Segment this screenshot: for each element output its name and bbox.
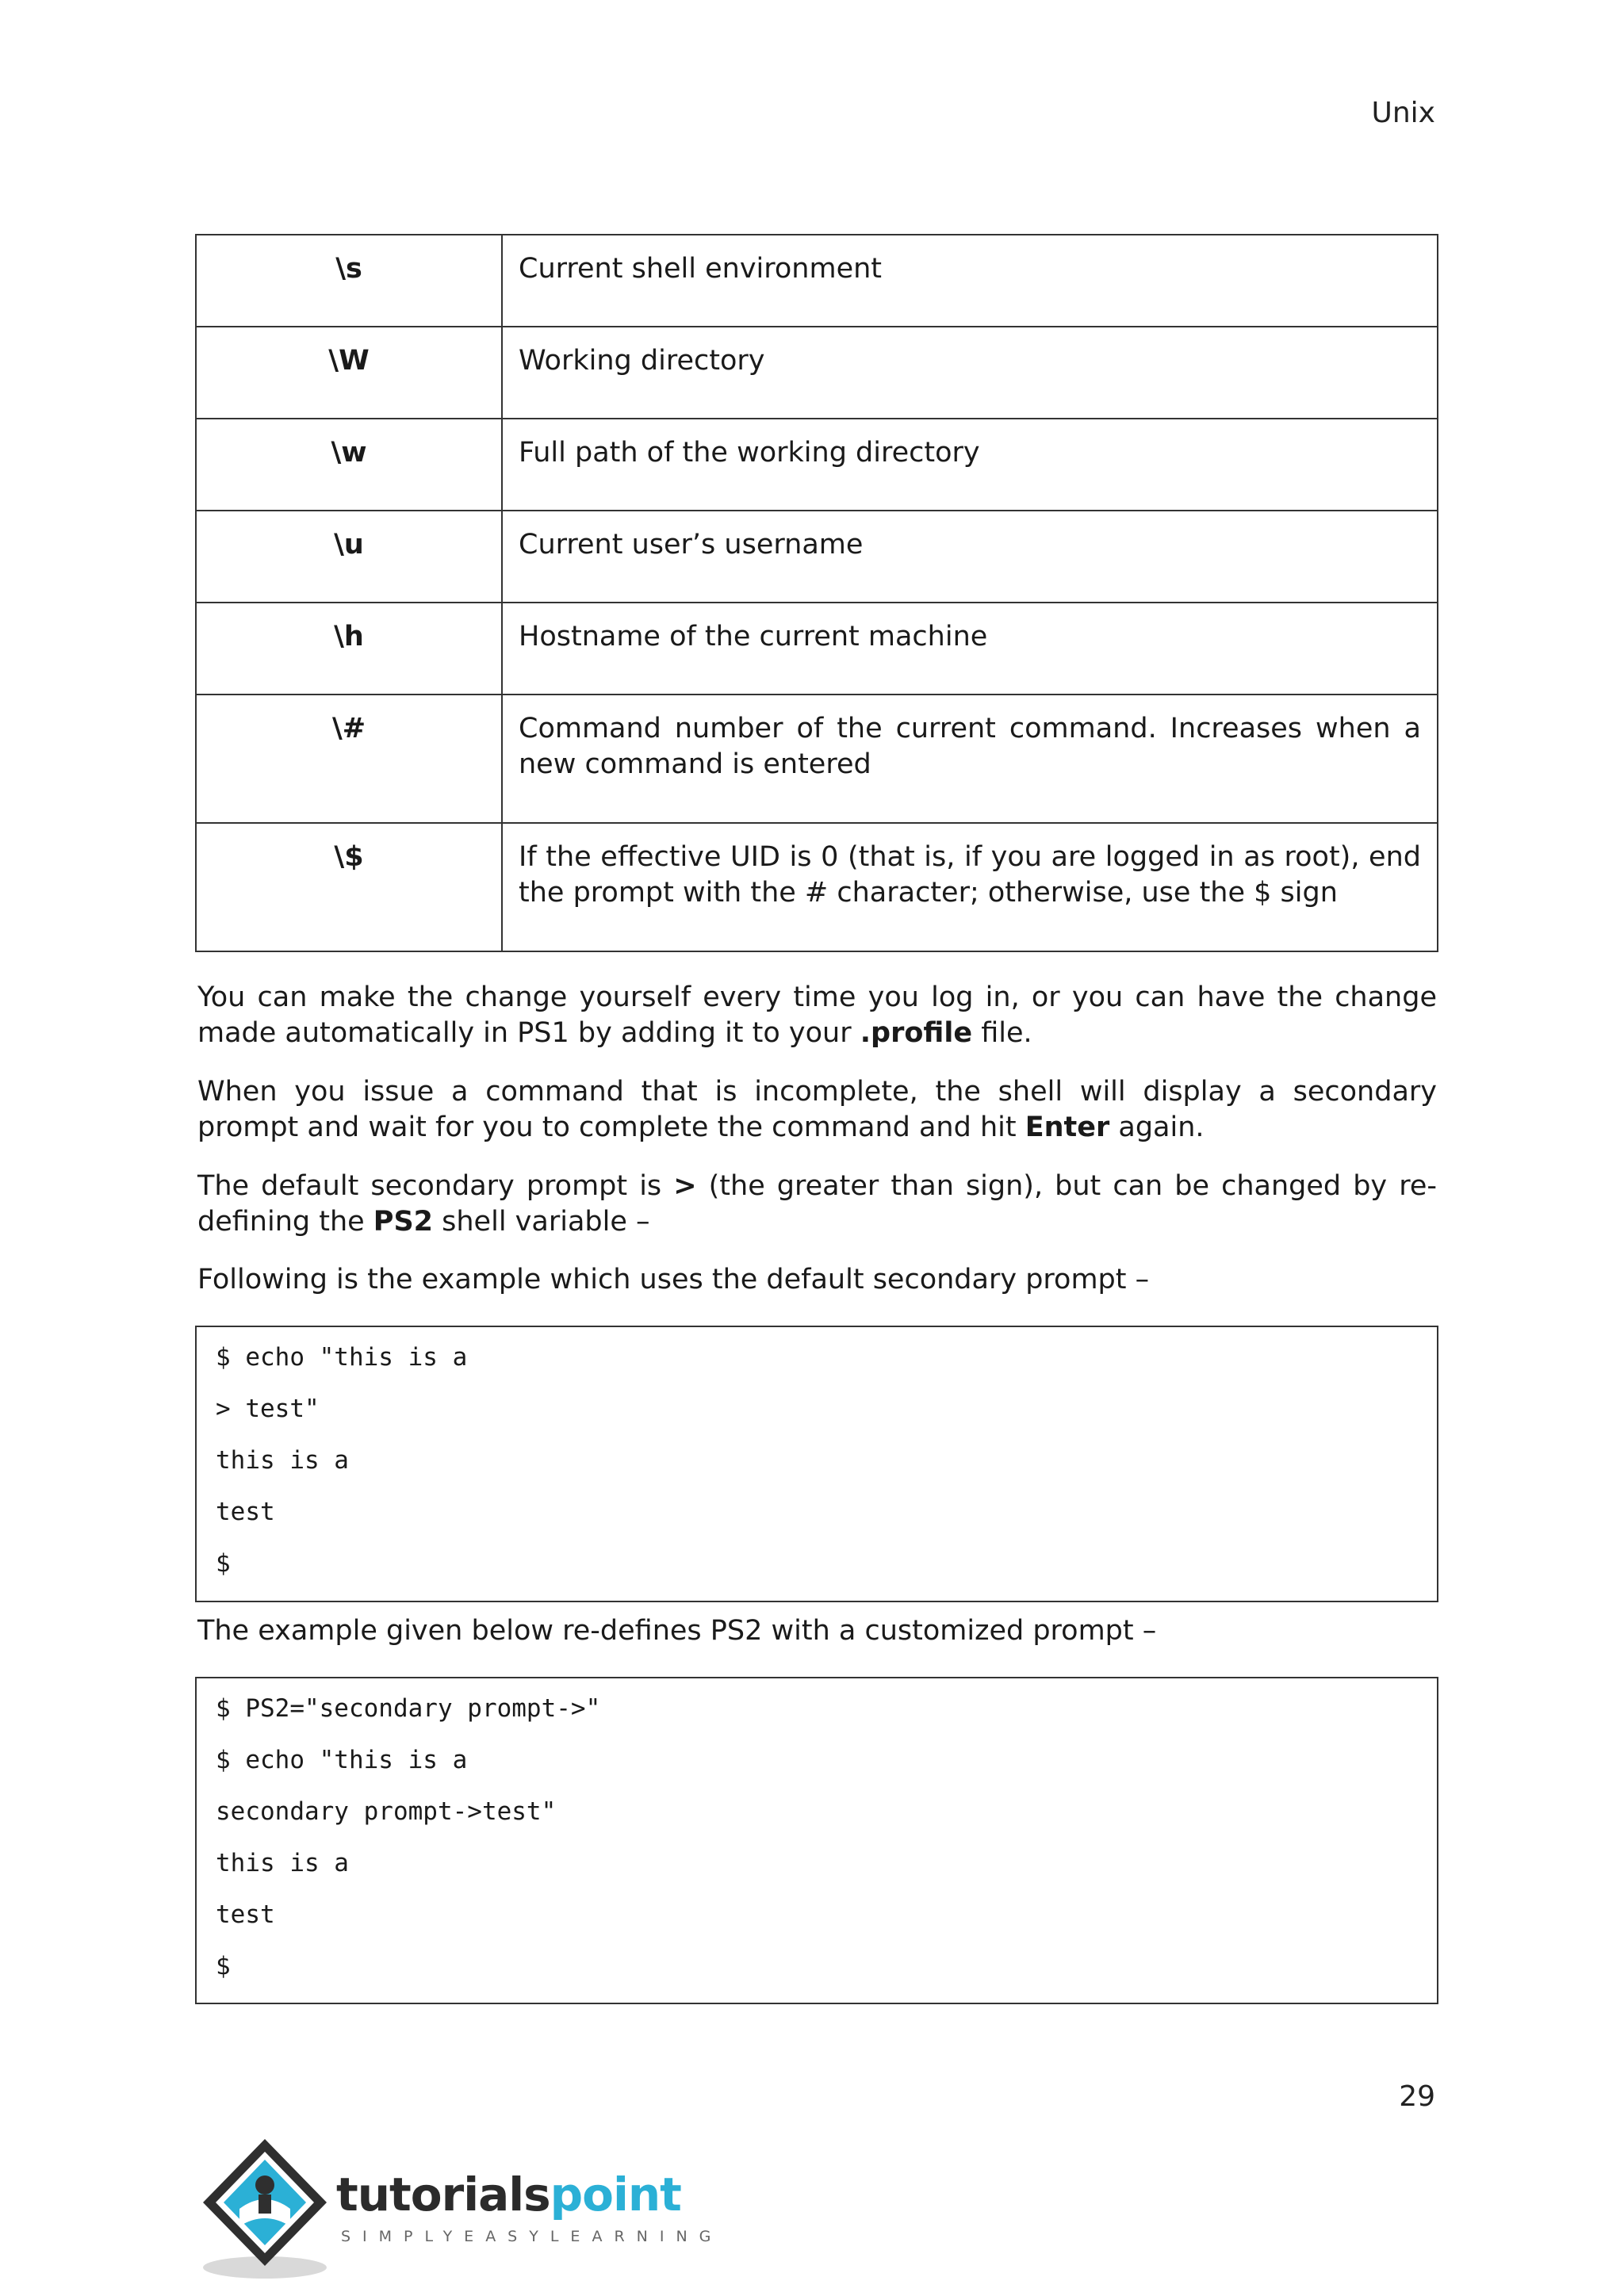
bold-term: .profile (860, 1017, 973, 1049)
text-run: The default secondary prompt is (197, 1170, 674, 1202)
escape-description: Hostname of the current machine (502, 603, 1438, 695)
escape-code: \$ (196, 823, 502, 951)
bold-term: PS2 (373, 1206, 434, 1238)
table-row (196, 511, 1438, 603)
text-run: again. (1109, 1112, 1205, 1143)
table-row (196, 327, 1438, 419)
escape-code: \W (196, 327, 502, 419)
table-row (196, 419, 1438, 511)
text-run: When you issue a command that is incomplete, the shell will display a secondary prompt and wait for you to complete the command and hit (197, 1076, 1437, 1143)
text-run: (the greater than sign), but can be changed by re-defining the (197, 1170, 1437, 1238)
code-line: test (216, 1498, 275, 1526)
escape-description: If the effective UID is 0 (that is, if you are logged in as root), end the prompt with the # character; otherwise, use the $ sign (502, 823, 1438, 951)
code-block-custom-prompt (195, 1677, 1438, 2004)
tutorialspoint-logo (193, 2133, 723, 2283)
paragraph-default-prompt (197, 1169, 1437, 1240)
escape-description: Working directory (502, 327, 1438, 419)
code-line: $ echo "this is a (216, 1746, 468, 1774)
table-row (196, 695, 1438, 823)
bold-term: Enter (1025, 1112, 1110, 1143)
paragraph-redefine-intro: The example given below re-defines PS2 with a customized prompt – (197, 1615, 1157, 1647)
code-line: secondary prompt->test" (216, 1797, 557, 1826)
paragraph-example-intro: Following is the example which uses the default secondary prompt – (197, 1264, 1150, 1295)
escape-code: \w (196, 419, 502, 511)
text-run: shell variable – (433, 1206, 650, 1238)
table-row (196, 603, 1438, 695)
table-row (196, 823, 1438, 951)
paragraph-profile (197, 980, 1437, 1051)
logo-word-accent: point (550, 2168, 681, 2221)
bold-term: > (673, 1170, 697, 1202)
logo-word-dark: tutorials (336, 2168, 550, 2221)
paragraph-secondary-prompt (197, 1074, 1437, 1146)
prompt-escape-table (195, 234, 1438, 952)
escape-description: Current user’s username (502, 511, 1438, 603)
escape-code: \u (196, 511, 502, 603)
escape-code: \# (196, 695, 502, 823)
escape-description: Full path of the working directory (502, 419, 1438, 511)
page-number: 29 (1399, 2080, 1435, 2113)
escape-description: Current shell environment (502, 235, 1438, 327)
code-block-default-prompt (195, 1326, 1438, 1602)
text-run: You can make the change yourself every time you log in, or you can have the change made automatically in PS1 by adding it to your (197, 982, 1437, 1049)
escape-code: \s (196, 235, 502, 327)
code-line: $ PS2="secondary prompt->" (216, 1694, 601, 1723)
text-run: file. (972, 1017, 1032, 1049)
page-header-title: Unix (1371, 97, 1435, 129)
code-line: $ (216, 1549, 231, 1578)
table-row (196, 235, 1438, 327)
escape-code: \h (196, 603, 502, 695)
code-line: test (216, 1900, 275, 1929)
code-line: this is a (216, 1849, 349, 1877)
escape-description: Command number of the current command. Increases when a new command is entered (502, 695, 1438, 823)
logo-mark-icon (193, 2133, 336, 2283)
logo-wordmark (336, 2168, 681, 2221)
code-line: this is a (216, 1446, 349, 1475)
code-line: > test" (216, 1395, 320, 1423)
code-line: $ echo "this is a (216, 1343, 468, 1372)
code-line: $ (216, 1952, 231, 1980)
logo-tagline: SIMPLYEASYLEARNING (341, 2228, 723, 2245)
